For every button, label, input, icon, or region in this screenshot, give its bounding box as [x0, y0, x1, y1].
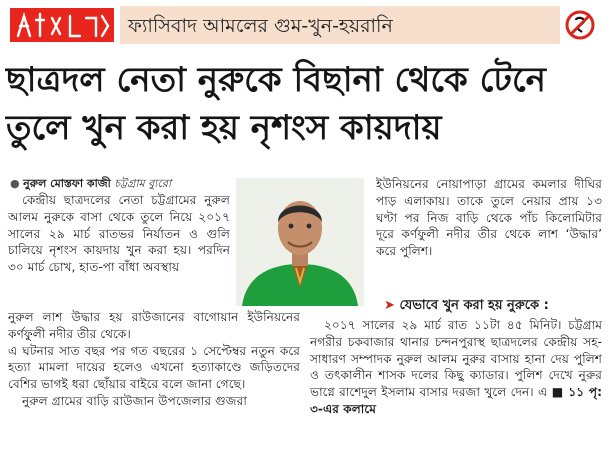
section-label: ফ্যাসিবাদ আমলের গুম-খুন-হয়রানি: [128, 15, 393, 37]
section-logo: [10, 8, 114, 42]
article-column-2: [8, 309, 300, 410]
headline-line-2: তুলে খুন করা হয় নৃশংস কায়দায়: [6, 108, 442, 148]
article-paragraph: কেন্দ্রীয় ছাত্রদলের নেতা চট্টগ্রামের নুরুল আলম নুরুকে বাসা থেকে তুলে নিয়ে ২০১৭ সালের ২৯ মার্চ রাতভর নির্যাতন ও গুলি চালিয়ে নৃশংস কায়দায় খুন করা হয়। পরদিন ৩০ মার্চ চোখ, হাত-পা বাঁধা অবস্থায়: [8, 193, 230, 275]
article-paragraph: নুরুল গ্রামের বাড়ি রাউজান উপজেলার গুজরা: [22, 393, 247, 408]
byline-author: নুরুল মোস্তফা কাজী: [23, 177, 111, 190]
article-column-4: [310, 317, 602, 418]
article-column-3: [376, 176, 602, 260]
subheading: [384, 296, 549, 317]
headline-line-1: ছাত্রদল নেতা নুরুকে বিছানা থেকে টেনে: [6, 60, 546, 100]
article-column-1: [8, 192, 230, 276]
prohibition-icon: [565, 10, 595, 40]
article-paragraph: [310, 317, 602, 418]
arrow-icon: ➤: [384, 298, 395, 313]
byline-bullet: ●: [10, 177, 20, 190]
continuation-jump: ■ ১১ পৃ: ৩-এর কলামে: [310, 385, 603, 416]
article-paragraph: নুরুল লাশ উদ্ধার হয় রাউজানের বাগোয়ান ইউনিয়নের কর্ণফুলী নদীর তীর থেকে।: [8, 310, 300, 341]
portrait-photo: [236, 178, 364, 306]
subheading-text: যেভাবে খুন করা হয় নুরুকে :: [399, 298, 549, 313]
article-paragraph: ইউনিয়নের নোয়াপাড়া গ্রামের কমলার দীঘির পাড় এলাকায়। তাকে তুলে নেয়ার প্রায় ১৩ ঘণ্টা পর নিজ বাড়ি থেকে পাঁচ কিলোমিটার দূরে কর্ণফুলী নদীর তীর থেকে লাশ ‘উদ্ধার’ করে পুলিশ।: [376, 177, 602, 259]
section-banner: [0, 0, 610, 50]
article-paragraph: এ ঘটনার সাত বছর পর গত বছরের ১ সেপ্টেম্বর নতুন করে হত্যা মামলা দায়ের হলেও এখনো হত্যাকাণ্ডে জড়িতদের বেশির ভাগই ধরা ছোঁয়ার বাইরে বলে জানা গেছে।: [8, 343, 300, 392]
article-text: ২০১৭ সালের ২৯ মার্চ রাত ১১টা ৪৫ মিনিট। চট্টগ্রাম নগরীর চকবাজার থানার চন্দনপুরাস্থ ছাত্রদলের কেন্দ্রীয় সহ-সাধারণ সম্পাদক নুরুল আলম নুরুর বাসায় হানা দেয় পুলিশ ও তৎকালীন শাসক দলের কিছু ক্যাডার। পুলিশ দেখে নুরুর ভাগ্নে রাশেদুল ইসলাম বাসার দরজা খুলে দেন। এ: [310, 318, 602, 400]
byline-desk: চট্টগ্রাম ব্যুরো: [114, 177, 172, 190]
